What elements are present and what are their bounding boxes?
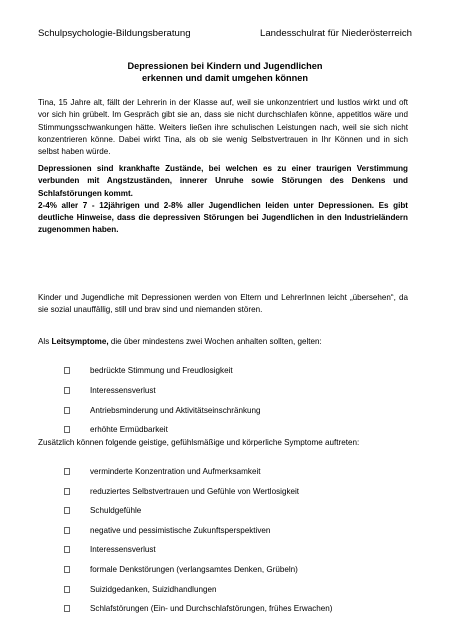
document-title	[38, 60, 412, 84]
list-item	[64, 422, 412, 437]
leit-keyword: Leitsymptome,	[51, 337, 109, 346]
list-item	[64, 503, 412, 518]
list-item-label: Suizidgedanken, Suizidhandlungen	[90, 584, 217, 594]
list-item	[64, 403, 412, 418]
list-item-label: reduziertes Selbstvertrauen und Gefühle von Wertlosigkeit	[90, 486, 300, 496]
list-item-label: Interessensverlust	[90, 385, 156, 395]
list-item	[64, 562, 412, 577]
checkbox-square-icon	[64, 488, 70, 495]
children-paragraph: Kinder und Jugendliche mit Depressionen werden von Eltern und LehrerInnen leicht „übersehen“, da sie sozial unauffällig, still und brav sind und niemanden stören.	[38, 293, 408, 315]
list-item-label: Interessensverlust	[90, 545, 156, 555]
list-item-label: Antriebsminderung und Aktivitätseinschränkung	[90, 405, 261, 415]
checkbox-square-icon	[64, 566, 70, 573]
definition-block	[38, 163, 408, 237]
list-item-label: erhöhte Ermüdbarkeit	[90, 425, 168, 435]
checkbox-square-icon	[64, 468, 70, 475]
list-item	[64, 542, 412, 557]
list-item	[64, 582, 412, 597]
list-item	[64, 383, 412, 398]
prevalence-paragraph: 2-4% aller 7 - 12jährigen und 2-8% aller Jugendlichen leiden unter Depressionen. Es gibt deutliche Hinweise, dass die depressiven Störungen bei Jugendlichen in den Industrieländern zugenommen haben.	[38, 200, 408, 235]
checkbox-square-icon	[64, 407, 70, 414]
leitsymptome-list	[64, 363, 412, 437]
list-item-label: Schlafstörungen (Ein- und Durchschlafstörungen, frühes Erwachen)	[90, 604, 333, 614]
definition-paragraph: Depressionen sind krankhafte Zustände, bei welchen es zu einer traurigen Verstimmung verbunden mit Angstzuständen, innerer Unruhe sowie Störungen des Denkens und Schlafstörungen kommt.	[38, 164, 408, 198]
list-item	[64, 464, 412, 479]
list-item	[64, 484, 412, 499]
checkbox-square-icon	[64, 367, 70, 374]
list-item	[64, 601, 412, 616]
checkbox-square-icon	[64, 605, 70, 612]
list-item-label: formale Denkstörungen (verlangsamtes Denken, Grübeln)	[90, 564, 298, 574]
checkbox-square-icon	[64, 586, 70, 593]
header-organization: Schulpsychologie-Bildungsberatung	[38, 28, 191, 39]
list-item-label: Schuldgefühle	[90, 506, 142, 516]
list-item-label: bedrückte Stimmung und Freudlosigkeit	[90, 366, 233, 375]
leit-suffix: die über mindestens zwei Wochen anhalten sollten, gelten:	[108, 337, 322, 346]
checkbox-square-icon	[64, 546, 70, 553]
checkbox-square-icon	[64, 527, 70, 534]
list-item-label: negative und pessimistische Zukunftsperspektiven	[90, 525, 271, 535]
checkbox-square-icon	[64, 426, 70, 433]
title-line-1: Depressionen bei Kindern und Jugendlichen	[127, 61, 323, 71]
additional-symptoms-list	[64, 464, 412, 616]
list-item	[64, 523, 412, 538]
checkbox-square-icon	[64, 507, 70, 514]
leitsymptome-intro	[38, 336, 408, 348]
list-item-label: verminderte Konzentration und Aufmerksamkeit	[90, 467, 261, 476]
leit-prefix: Als	[38, 337, 52, 346]
checkbox-square-icon	[64, 387, 70, 394]
page-header	[38, 28, 412, 40]
header-authority: Landesschulrat für Niederösterreich	[260, 28, 412, 39]
intro-paragraph: Tina, 15 Jahre alt, fällt der Lehrerin in der Klasse auf, weil sie unkonzentriert und lustlos wirkt und oft vor sich hin grübelt. Im Gespräch gibt sie an, dass sie nicht durchschlafen könne, appetitlos wäre und Stimmungsschwankungen hätte. Weiters ließen ihre schulischen Leistungen nach, weil sie sich nicht konzentrieren könne. Dabei wirkt Tina, als ob sie wenig Selbstvertrauen in Ihr Können und in sich selbst haben würde.	[38, 98, 408, 157]
additional-symptoms-intro: Zusätzlich können folgende geistige, gefühlsmäßige und körperliche Symptome auftreten:	[38, 438, 360, 447]
list-item	[64, 363, 412, 378]
title-line-2: erkennen und damit umgehen können	[142, 73, 308, 83]
